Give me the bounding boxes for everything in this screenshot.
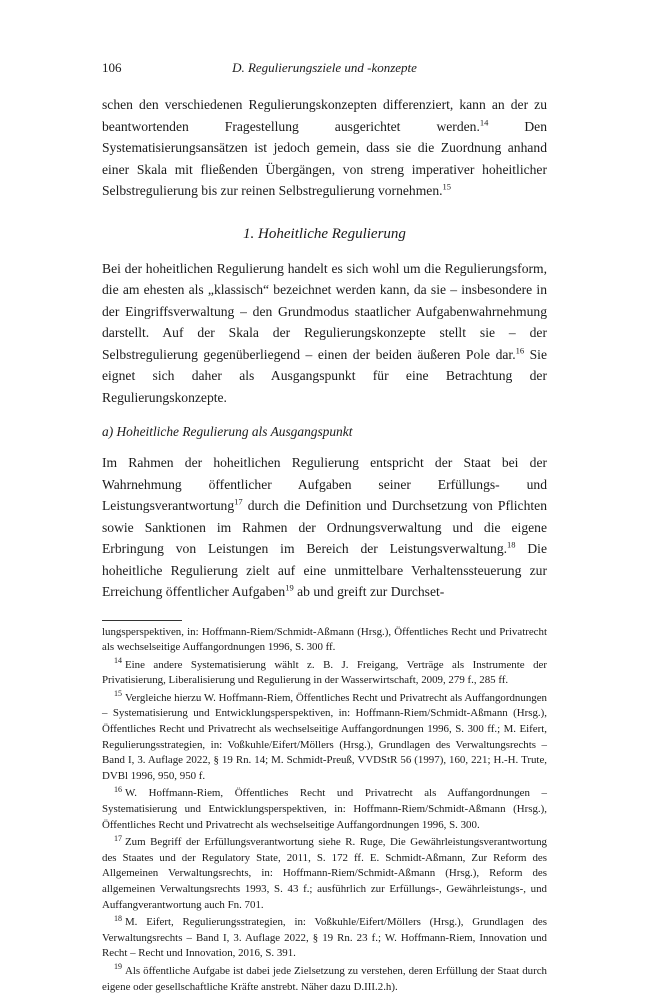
- footnote-ref-16[interactable]: 16: [516, 345, 525, 355]
- footnote-ref-14[interactable]: 14: [480, 117, 489, 127]
- footnote-separator: [102, 620, 182, 621]
- footnote-ref-15[interactable]: 15: [443, 181, 452, 191]
- running-head: [102, 60, 547, 80]
- subsection-heading: a) Hoheitliche Regulierung als Ausgangspunkt: [102, 422, 547, 442]
- footnotes: [102, 625, 547, 995]
- footnote-number: 17: [114, 834, 122, 843]
- section-text-b: Sie eignet sich daher als Ausgangspunkt für eine Betrachtung der Regulierungskonzepte.: [102, 347, 547, 405]
- footnote-ref-19[interactable]: 19: [285, 582, 294, 592]
- subsection-text-a: Im Rahmen der hoheitlichen Regulierung entspricht der Staat bei der Wahrnehmung öffentlicher Aufgaben seiner Erfüllungs- und Leistungsverantwortung: [102, 455, 547, 513]
- footnote-continued: [102, 625, 547, 656]
- footnote-text: Als öffentliche Aufgabe ist dabei jede Zielsetzung zu verstehen, deren Erfüllung der Staat durch eigene oder gesellschaftliche Kräfte anstrebt. Näher dazu D.III.2.h).: [102, 965, 547, 993]
- footnote-18: [102, 915, 547, 962]
- footnote-19: [102, 964, 547, 995]
- footnote-text: M. Eifert, Regulierungsstrategien, in: Voßkuhle/Eifert/Möllers (Hrsg.), Grundlagen des Verwaltungsrechts – Band I, 3. Auflage 2022, § 19 Rn. 23 f.; W. Hoffmann-Riem, Innovation und Recht – Recht und Innovation, 2016, S. 391.: [102, 916, 547, 959]
- footnote-text: lungsperspektiven, in: Hoffmann-Riem/Schmidt-Aßmann (Hrsg.), Öffentliches Recht und Privatrecht als wechselseitige Auffangordnungen 1996, S. 300 ff.: [102, 626, 547, 654]
- footnote-text: Eine andere Systematisierung wählt z. B. J. Freigang, Verträge als Instrumente der Privatisierung, Liberalisierung und Regulierung in der Wasserwirtschaft, 2009, 279 f., 285 ff.: [102, 659, 547, 687]
- intro-text-b: Den Systematisierungsansätzen ist jedoch gemein, dass sie die Zuordnung anhand einer Skala mit fließenden Übergängen, von streng imperativer hoheitlicher Selbstregulierung bis zur reinen Selbstregulierung vornehmen.: [102, 119, 547, 199]
- intro-text-a: schen den verschiedenen Regulierungskonzepten differenziert, kann an der zu beantwortenden Fragestellung ausgerichtet werden.: [102, 97, 547, 134]
- section-text-a: Bei der hoheitlichen Regulierung handelt es sich wohl um die Regulierungsform, die am ehesten als „klassisch“ bezeichnet werden kann, da sie – insbesondere in der Eingriffsverwaltung – den Grundmodus staatlicher Aufgabenwahrnehmung darstellt. Auf der Skala der Regulierungskonzepte stellt sie – der Selbstregulierung gegenüberliegend – einen der beiden äußeren Pole dar.: [102, 261, 547, 362]
- subsection-text-b: durch die Definition und Durchsetzung von Pflichten sowie Sanktionen im Rahmen der Ordnungsverwaltung und die eigene Erbringung von Leistungen im Bereich der Leistungsverwaltung.: [102, 498, 547, 556]
- subsection-text-d: ab und greift zur Durchset-: [294, 584, 445, 599]
- page-number: 106: [102, 60, 122, 76]
- footnote-14: [102, 658, 547, 689]
- footnote-15: [102, 691, 547, 785]
- footnote-text: Zum Begriff der Erfüllungsverantwortung siehe R. Ruge, Die Gewährleistungsverantwortung des Staates und der Regulatory State, 2011, S. 172 ff. E. Schmidt-Aßmann, Zur Reform des Allgemeinen Verwaltungsrechts, in: Hoffmann-Riem/Schmidt-Aßmann (Hrsg.), Reform des allgemeinen Verwaltungsrechts 1993, S. 43 f.; ausführlich zur Erfüllungs-, Gewährleistungs-, und Auffangverantwortung auch Fn. 701.: [102, 836, 547, 910]
- footnote-number: 16: [114, 785, 122, 794]
- footnote-number: 19: [114, 962, 122, 971]
- footnote-text: Vergleiche hierzu W. Hoffmann-Riem, Öffentliches Recht und Privatrecht als Auffangordnungen – Systematisierung und Entwicklungsperspektiven, in: Hoffmann-Riem/Schmidt-Aßmann (Hrsg.), Öffentliches Recht und Privatrecht als wechselseitige Auffangordnungen 1996, S. 300 ff.; M. Eifert, Regulierungsstrategien, in: Voßkuhle/Eifert/Möllers (Hrsg.), Grundlagen des Verwaltungsrechts – Band I, 3. Auflage 2022, § 19 Rn. 14; M. Schmidt-Preuß, VVDStR 56 (1997), 160, 221; H.-H. Trute, DVBl 1996, 950, 950 f.: [102, 692, 547, 782]
- footnote-ref-18[interactable]: 18: [507, 539, 516, 549]
- footnote-number: 15: [114, 689, 122, 698]
- footnote-number: 14: [114, 656, 122, 665]
- subsection-text-c: Die hoheitliche Regulierung zielt auf eine unmittelbare Verhaltenssteuerung zur Erreichung öffentlicher Aufgaben: [102, 541, 547, 599]
- section-heading: 1. Hoheitliche Regulierung: [102, 224, 547, 244]
- subsection-paragraph: [102, 452, 547, 603]
- footnote-ref-17[interactable]: 17: [234, 496, 243, 506]
- intro-paragraph: [102, 94, 547, 202]
- footnote-text: W. Hoffmann-Riem, Öffentliches Recht und Privatrecht als Auffangordnungen – Systematisierung und Entwicklungsperspektiven, in: Hoffmann-Riem/Schmidt-Aßmann (Hrsg.), Öffentliches Recht und Privatrecht als wechselseitige Auffangordnungen 1996, S. 300.: [102, 787, 547, 830]
- footnote-number: 18: [114, 914, 122, 923]
- section-paragraph: [102, 258, 547, 409]
- book-page: [102, 60, 547, 995]
- footnote-16: [102, 786, 547, 833]
- footnote-17: [102, 835, 547, 913]
- running-head-title: D. Regulierungsziele und -konzepte: [102, 60, 547, 76]
